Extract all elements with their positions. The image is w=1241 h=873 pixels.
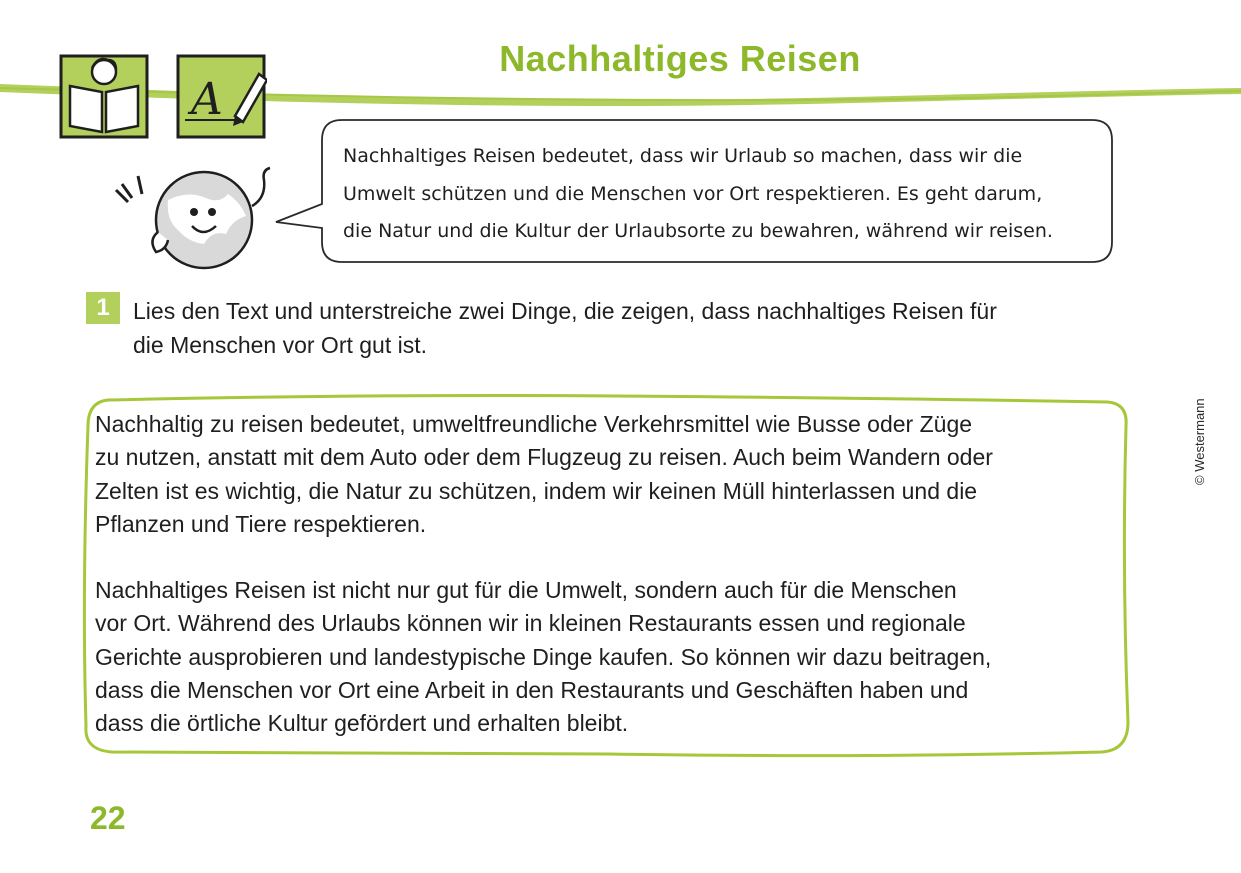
text-line: dass die örtliche Kultur gefördert und erhalten bleibt. bbox=[95, 710, 629, 737]
text-line: Nachhaltiges Reisen ist nicht nur gut für die Umwelt, sondern auch für die Menschen bbox=[95, 577, 957, 604]
text-line: Gerichte ausprobieren und landestypische Dinge kaufen. So können wir dazu beitragen, bbox=[95, 643, 992, 670]
copyright-notice bbox=[1192, 385, 1222, 495]
task-line: die Menschen vor Ort gut ist. bbox=[133, 332, 428, 358]
intro-line: Nachhaltiges Reisen bedeutet, dass wir Urlaub so machen, dass wir die bbox=[343, 145, 1023, 167]
copyright-text: © Westermann bbox=[1192, 398, 1207, 485]
reading-text bbox=[95, 408, 1125, 741]
task-line: Lies den Text und unterstreiche zwei Dinge, die zeigen, dass nachhaltiges Reisen für bbox=[133, 298, 997, 324]
task-instruction bbox=[133, 294, 1123, 362]
text-line: zu nutzen, anstatt mit dem Auto oder dem Flugzeug zu reisen. Auch beim Wandern oder bbox=[95, 444, 993, 471]
text-line: Zelten ist es wichtig, die Natur zu schützen, indem wir keinen Müll hinterlassen und die bbox=[95, 477, 978, 504]
intro-line: die Natur und die Kultur der Urlaubsorte zu bewahren, während wir reisen. bbox=[343, 220, 1053, 242]
task-number-badge: 1 bbox=[86, 292, 120, 324]
writing-letter-a-icon bbox=[175, 52, 267, 140]
intro-text bbox=[343, 138, 1103, 251]
text-line: Nachhaltig zu reisen bedeutet, umweltfreundliche Verkehrsmittel wie Busse oder Züge bbox=[95, 411, 973, 437]
paragraph-1 bbox=[95, 408, 1125, 541]
text-line: dass die Menschen vor Ort eine Arbeit in den Restaurants und Geschäften haben und bbox=[95, 677, 969, 704]
intro-line: Umwelt schützen und die Menschen vor Ort respektieren. Es geht darum, bbox=[343, 182, 1043, 205]
text-line: vor Ort. Während des Urlaubs können wir in kleinen Restaurants essen und regionale bbox=[95, 610, 966, 637]
text-line: Pflanzen und Tiere respektieren. bbox=[95, 510, 427, 537]
icon-letter: A bbox=[191, 74, 223, 125]
reading-child-icon bbox=[58, 52, 150, 140]
paragraph-2 bbox=[95, 574, 1125, 740]
page-title: Nachhaltiges Reisen bbox=[499, 38, 861, 79]
page-number: 22 bbox=[90, 800, 126, 836]
